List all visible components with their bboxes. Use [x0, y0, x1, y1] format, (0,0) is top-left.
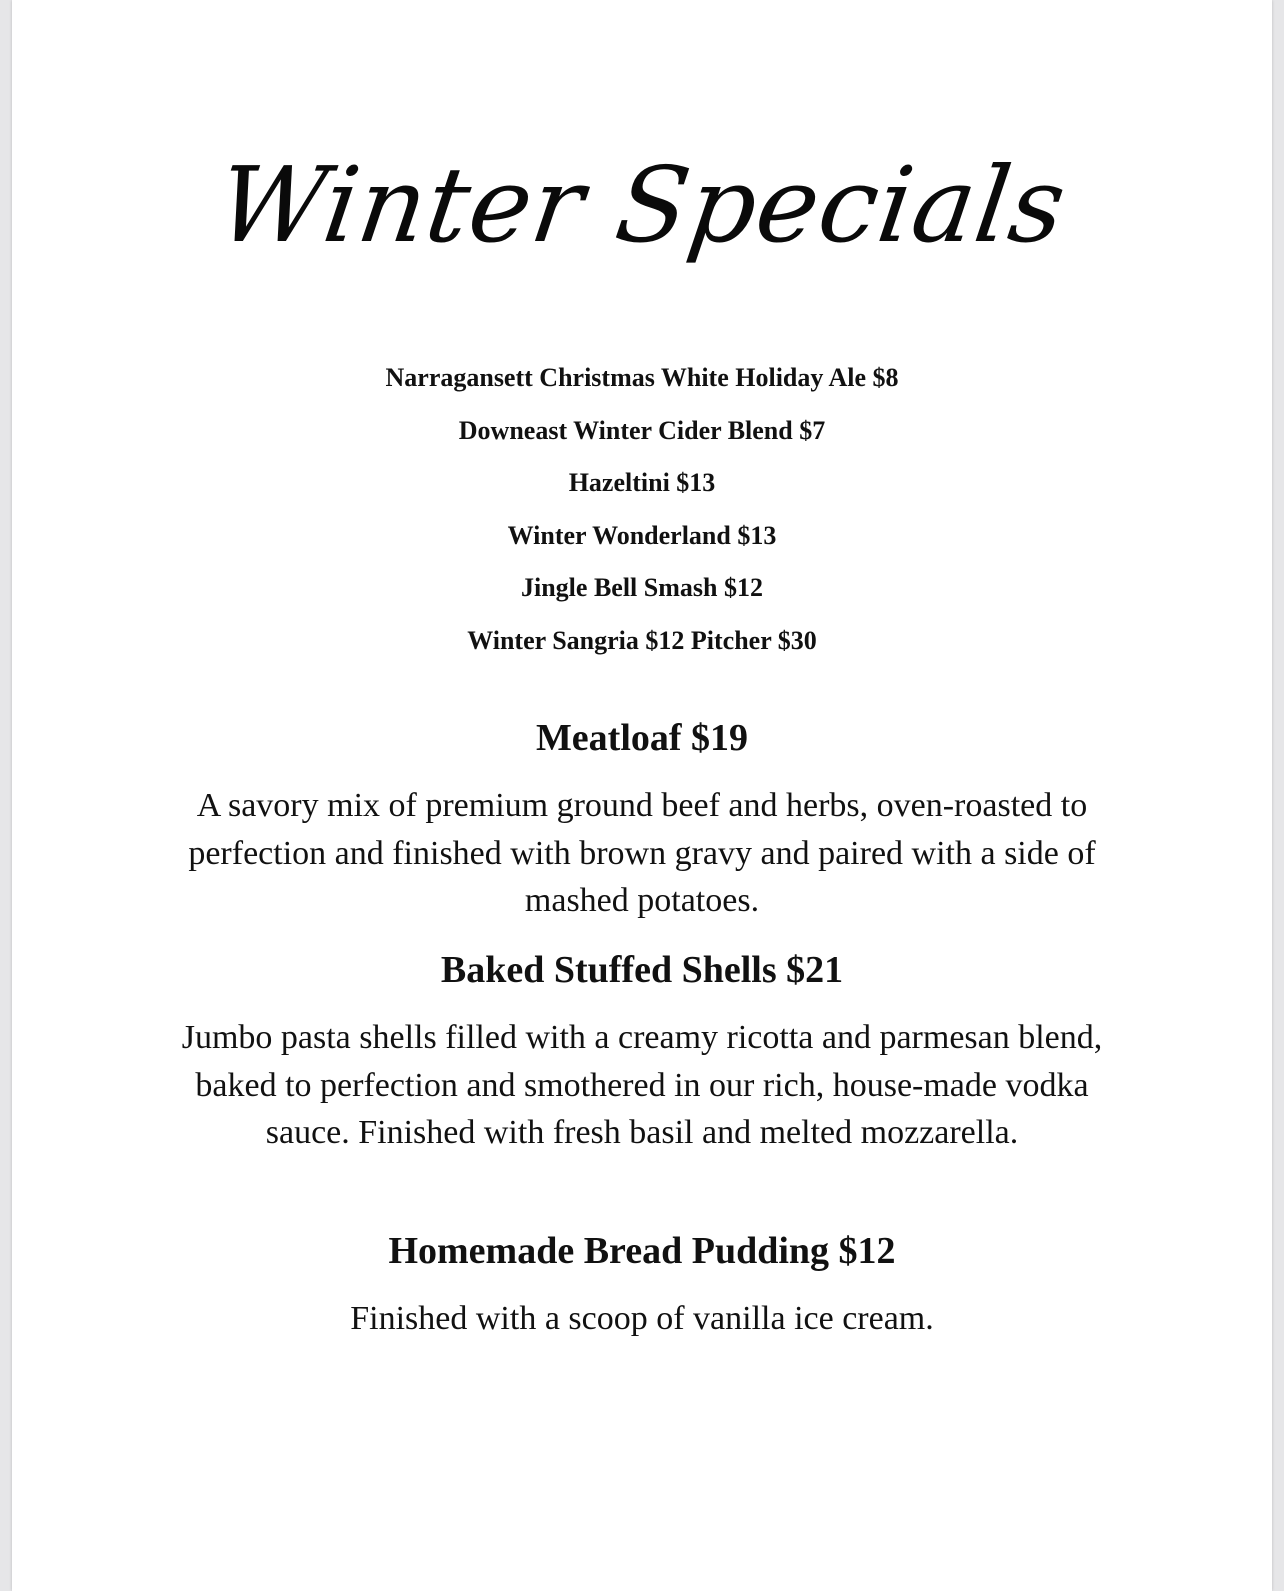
food-item-description: Finished with a scoop of vanilla ice cream. — [350, 1300, 934, 1337]
drink-item: Hazeltini $13 — [568, 468, 716, 497]
food-item-description: Jumbo pasta shells filled with a creamy ricotta and parmesan blend, baked to perfection and smothered in our rich, house-made vodka sauce. Finished with fresh basil and melted mozzarella. — [181, 1019, 1103, 1151]
page-title: Winter Specials — [210, 144, 1074, 266]
food-item-bread-pudding — [152, 1227, 1132, 1343]
food-item-meatloaf — [152, 714, 1132, 925]
food-item-name: Homemade Bread Pudding $12 — [388, 1230, 896, 1272]
drink-item: Winter Sangria $12 Pitcher $30 — [467, 625, 817, 655]
drink-item: Narragansett Christmas White Holiday Ale $8 — [385, 363, 899, 392]
food-item-name: Meatloaf $19 — [535, 717, 749, 759]
drink-item: Winter Wonderland $13 — [507, 520, 777, 550]
drink-item: Downeast Winter Cider Blend $7 — [458, 415, 826, 445]
menu-page — [12, 0, 1272, 1591]
drinks-list — [12, 352, 1272, 667]
food-item-name: Baked Stuffed Shells $21 — [440, 949, 844, 991]
food-item-stuffed-shells — [152, 946, 1132, 1157]
food-item-description: A savory mix of premium ground beef and herbs, oven-roasted to perfection and finished with brown gravy and paired with a side of mashed potatoes. — [188, 787, 1096, 919]
drink-item: Jingle Bell Smash $12 — [521, 573, 763, 602]
